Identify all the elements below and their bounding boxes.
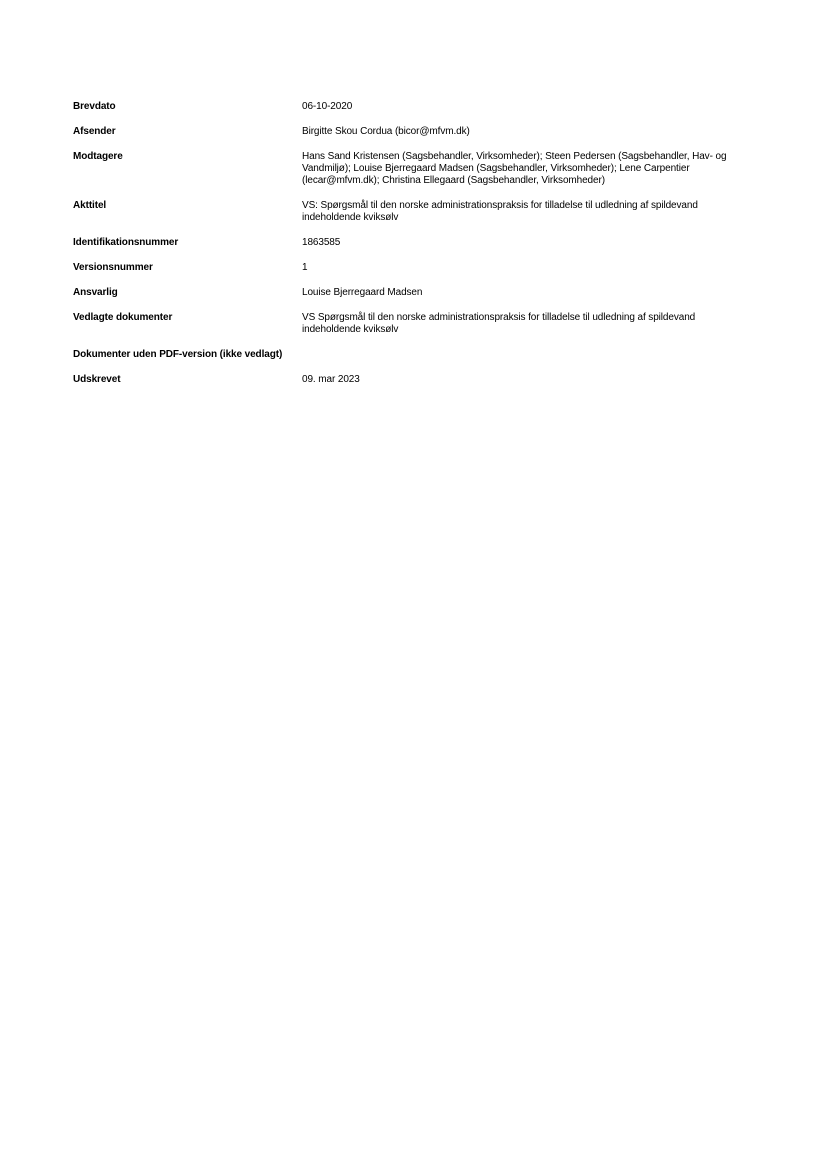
field-value: Hans Sand Kristensen (Sagsbehandler, Virksomheder); Steen Pedersen (Sagsbehandler, Hav- og Vandmiljø); Louise Bjerregaard Madsen (Sagsbehandler, Virksomheder); Lene Carpentier (lecar@mfvm.dk); Christina Ellegaard (Sagsbehandler, Virksomheder) [302,151,727,186]
field-value: VS: Spørgsmål til den norske administrationspraksis for tilladelse til udledning af spildevand indeholdende kviksølv [302,200,698,223]
field-label: Dokumenter uden PDF-version (ikke vedlagt) [73,349,283,360]
field-label: Ansvarlig [73,287,118,298]
field-value: 09. mar 2023 [302,374,360,385]
row-akttitel [73,200,753,224]
field-value: Birgitte Skou Cordua (bicor@mfvm.dk) [302,126,470,137]
field-label: Afsender [73,126,116,137]
field-label: Modtagere [73,151,123,162]
field-label: Udskrevet [73,374,121,385]
field-label: Vedlagte dokumenter [73,312,173,323]
field-value: 1 [302,262,308,273]
row-identifikationsnummer [73,237,753,249]
field-label: Akttitel [73,200,107,211]
row-modtagere [73,151,753,187]
row-afsender [73,126,753,138]
field-label: Brevdato [73,101,116,112]
field-label: Identifikationsnummer [73,237,179,248]
row-dokumenter-uden-pdf [73,349,753,361]
row-brevdato [73,101,753,113]
field-label: Versionsnummer [73,262,153,273]
metadata-table [73,101,753,399]
field-value: 1863585 [302,237,341,248]
row-vedlagte-dokumenter [73,312,753,336]
field-value: Louise Bjerregaard Madsen [302,287,423,298]
row-ansvarlig [73,287,753,299]
field-value [302,349,753,361]
field-value: VS Spørgsmål til den norske administrationspraksis for tilladelse til udledning af spildevand indeholdende kviksølv [302,312,696,335]
field-value: 06-10-2020 [302,101,353,112]
row-udskrevet [73,374,753,386]
row-versionsnummer [73,262,753,274]
